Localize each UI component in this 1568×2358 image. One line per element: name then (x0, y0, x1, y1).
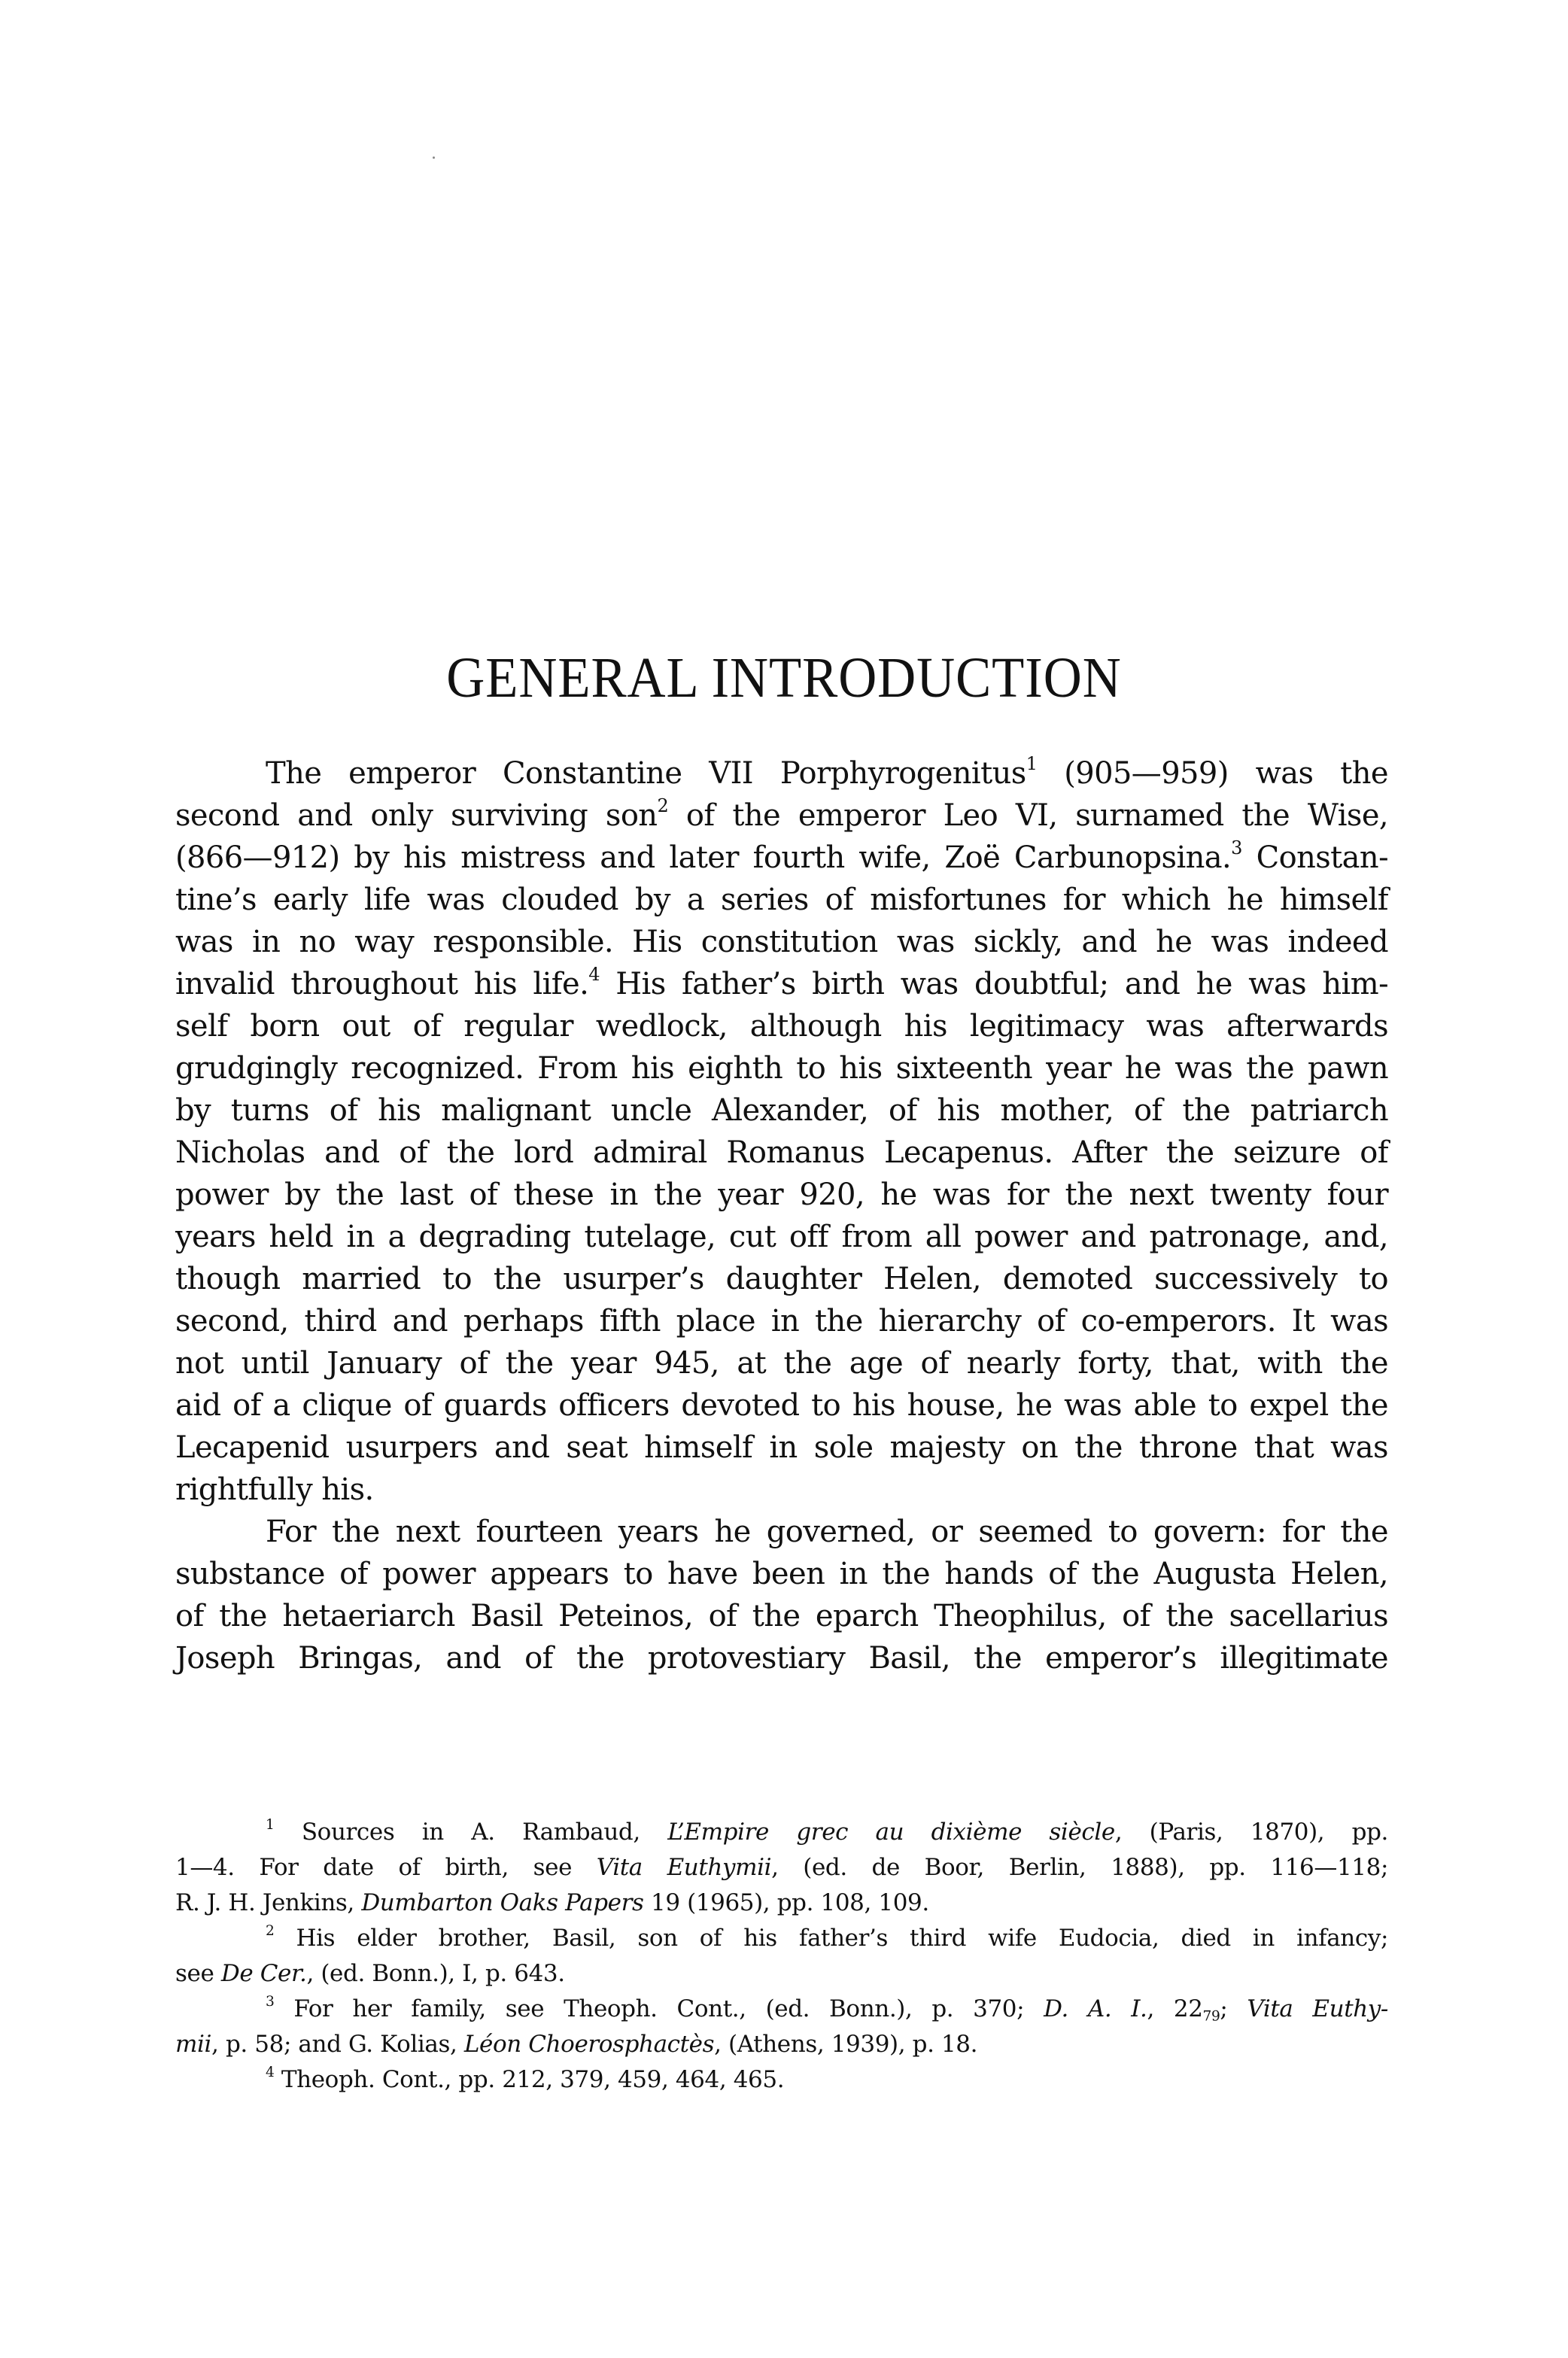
text-line (175, 1342, 1388, 1384)
text-run: second and only surviving son (175, 798, 658, 833)
text-run: aid of a clique of guards officers devoted to his house, he was able to expel the (175, 1388, 1388, 1423)
text-run: The emperor Constantine VII Porphyrogenitus (266, 756, 1026, 791)
text-line (175, 879, 1388, 921)
text-line (175, 1427, 1388, 1469)
text-line (175, 795, 1388, 837)
text-run: self born out of regular wedlock, although his legitimacy was afterwards (175, 1009, 1388, 1044)
paragraph-2 (175, 1511, 1388, 1679)
footnote-marker: 3 (266, 1994, 275, 2010)
footnote-ref: 2 (657, 795, 669, 816)
footnote-marker: 1 (266, 1817, 275, 1834)
text-run: (866—912) by his mistress and later fourth wife, Zoë Carbunopsina. (175, 840, 1232, 875)
text-line (175, 1089, 1388, 1132)
text-line (175, 1258, 1388, 1300)
text-line (175, 1132, 1388, 1174)
footnote-marker: 2 (266, 1923, 275, 1940)
text-line: substance of power appears to have been in the hands of the Augusta Helen, (175, 1557, 1388, 1591)
text-run: Constan- (1241, 840, 1388, 875)
text-run: second, third and perhaps fifth place in the hierarchy of co-emperors. It was (175, 1304, 1388, 1339)
text-run: Nicholas and of the lord admiral Romanus Lecapenus. After the seizure of (175, 1135, 1388, 1170)
text-run: was in no way responsible. His constitution was sickly, and he was indeed (175, 925, 1388, 959)
text-run: of the emperor Leo VI, surnamed the Wise, (668, 798, 1389, 833)
text-line (175, 1384, 1388, 1427)
scan-speck (433, 156, 435, 159)
text-line (175, 1469, 1388, 1511)
footnote-1: $^1$ Sources in A. Rambaud, L’Empire grec au dixième siècle, (Paris, 1870), pp. 1—4. For date of birth, see Vita Euthymii, (ed. de Boor, Berlin, 1888), pp. 116—118; R. J. H. Jenkins, Dumbarton Oaks Papers 19 (1965), pp. 108, 109. (175, 1817, 1389, 1916)
footnote-ref: 1 (1026, 753, 1038, 774)
text-run: His father’s birth was doubtful; and he was him- (599, 967, 1388, 1001)
text-line: of the hetaeriarch Basil Peteinos, of the eparch Theophilus, of the sacellarius (175, 1599, 1388, 1633)
main-text (175, 752, 1388, 1679)
text-line (175, 1216, 1388, 1258)
text-run: though married to the usurper’s daughter Helen, demoted successively to (175, 1262, 1388, 1296)
footnote-4: $^4$ Theoph. Cont., pp. 212, 379, 459, 464, 465. (266, 2065, 785, 2093)
text-run: by turns of his malignant uncle Alexander, of his mother, of the patriarch (175, 1093, 1388, 1128)
text-line (175, 1005, 1388, 1047)
text-line (175, 963, 1388, 1005)
text-run: Lecapenid usurpers and seat himself in sole majesty on the throne that was (175, 1430, 1388, 1465)
text-line: Joseph Bringas, and of the protovestiary Basil, the emperor’s illegitimate (175, 1641, 1388, 1676)
text-run: invalid throughout his life. (175, 967, 589, 1001)
paragraph-1 (175, 752, 1388, 1511)
text-run: (905—959) was the (1037, 756, 1389, 791)
text-line (175, 1300, 1388, 1342)
footnote-3: $^3$ For her family, see Theoph. Cont., (ed. Bonn.), p. 370; D. A. I., $22_{79}$; Vita Euthy- mii, p. 58; and G. Kolias, Léon Choerosphactès, (Athens, 1939), p. 18. (175, 1994, 1388, 2058)
text-line (175, 921, 1388, 963)
text-line (175, 837, 1388, 879)
text-line (175, 1174, 1388, 1216)
text-line: For the next fourteen years he governed, or seemed to govern: for the (266, 1515, 1388, 1549)
footnotes (175, 1815, 1388, 2098)
footnote-ref: 4 (588, 964, 600, 985)
text-run: years held in a degrading tutelage, cut off from all power and patronage, and, (175, 1220, 1388, 1254)
text-line (175, 1047, 1388, 1089)
text-run: not until January of the year 945, at the age of nearly forty, that, with the (175, 1346, 1388, 1381)
footnote-marker: 4 (266, 2065, 275, 2081)
text-line (175, 752, 1388, 795)
page-title: GENERAL INTRODUCTION (446, 646, 1122, 710)
text-run: power by the last of these in the year 920, he was for the next twenty four (175, 1177, 1388, 1212)
text-run: grudgingly recognized. From his eighth to his sixteenth year he was the pawn (175, 1051, 1388, 1086)
text-run: tine’s early life was clouded by a series of misfortunes for which he himself (175, 883, 1388, 917)
footnote-2: $^2$ His elder brother, Basil, son of his father’s third wife Eudocia, died in infancy; see De Cer., (ed. Bonn.), I, p. 643. (175, 1923, 1388, 1987)
footnote-ref: 3 (1231, 837, 1242, 858)
text-run: rightfully his. (175, 1472, 374, 1507)
